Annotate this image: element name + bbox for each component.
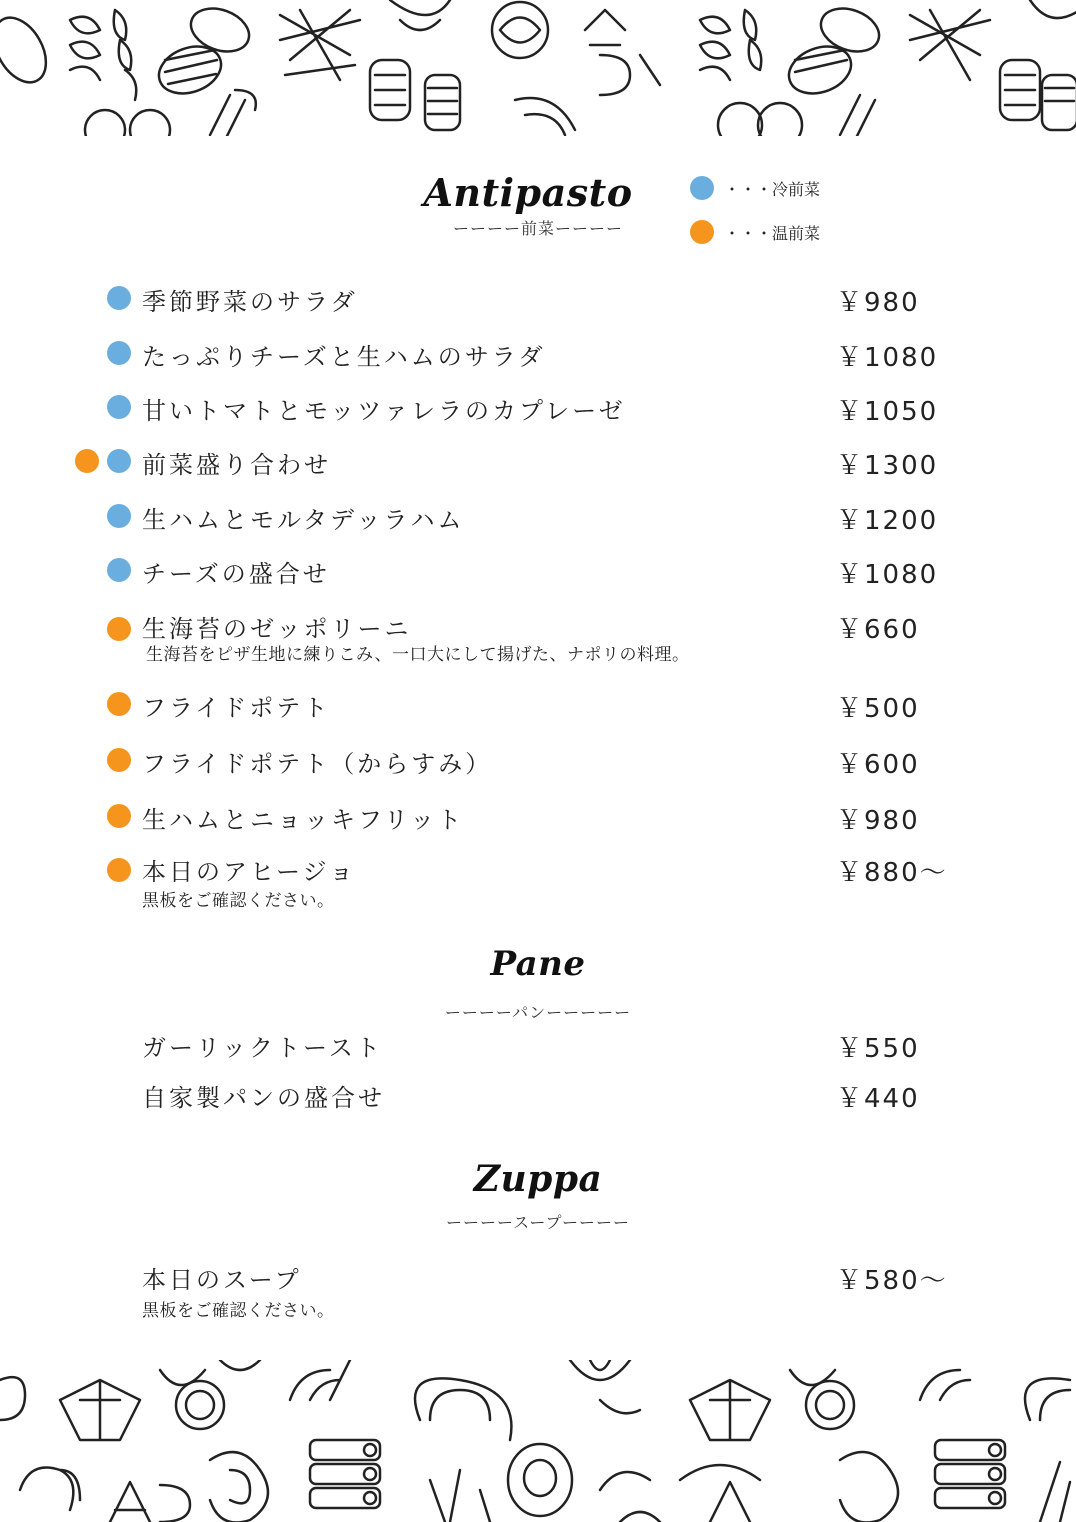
menu-item <box>0 688 1076 722</box>
item-name: 前菜盛り合わせ <box>142 451 331 479</box>
antipasto-title: Antipasto <box>423 170 633 215</box>
menu-item <box>0 1028 1076 1062</box>
pasta-illustration-tile <box>0 0 660 136</box>
item-price: ￥600 <box>836 750 920 780</box>
menu-item <box>0 282 1076 316</box>
item-price: ￥500 <box>836 694 920 724</box>
item-price: ￥1200 <box>836 506 939 536</box>
cold-dot-icon <box>107 286 131 310</box>
menu-item <box>0 391 1076 425</box>
menu-item <box>0 500 1076 534</box>
item-note: 黒板をご確認ください。 <box>142 891 335 911</box>
cold-dot-icon <box>107 558 131 582</box>
legend-cold-label: ・・・冷前菜 <box>724 179 821 199</box>
menu-item <box>0 445 1076 479</box>
item-name: フライドポテト（からすみ） <box>142 750 493 778</box>
hot-dot-icon <box>107 692 131 716</box>
menu-item <box>0 800 1076 834</box>
menu-item <box>0 554 1076 588</box>
item-price: ￥1050 <box>836 397 939 427</box>
legend-hot <box>690 220 820 244</box>
cold-dot-icon <box>107 504 131 528</box>
legend-hot-label: ・・・温前菜 <box>724 223 821 243</box>
menu-item <box>0 744 1076 778</box>
antipasto-subtitle: ーーーー前菜ーーーー <box>452 219 623 238</box>
menu-item <box>0 1078 1076 1112</box>
cold-dot-icon <box>690 176 714 200</box>
item-name: フライドポテト <box>142 694 331 722</box>
hot-dot-icon <box>107 617 131 641</box>
pasta-pattern-bottom <box>0 1360 1076 1522</box>
cold-dot-icon <box>107 341 131 365</box>
item-price: ￥440 <box>836 1084 920 1114</box>
menu-item <box>0 337 1076 371</box>
pasta-pattern-top <box>0 0 1076 136</box>
item-name: 季節野菜のサラダ <box>142 288 358 316</box>
item-name: チーズの盛合せ <box>142 560 330 588</box>
item-name: ガーリックトースト <box>142 1034 383 1062</box>
item-price: ￥550 <box>836 1034 920 1064</box>
item-price: ￥1080 <box>836 560 939 590</box>
item-price: ￥580〜 <box>836 1266 948 1296</box>
item-name: 本日のスープ <box>142 1266 302 1294</box>
hot-dot-icon <box>690 220 714 244</box>
item-name: 生ハムとニョッキフリット <box>142 806 465 834</box>
item-price: ￥660 <box>836 615 920 645</box>
item-name: 本日のアヒージョ <box>142 858 357 886</box>
hot-dot-icon <box>75 449 99 473</box>
zuppa-subtitle: ーーーースープーーーー <box>445 1213 631 1232</box>
menu-item <box>0 1260 1076 1294</box>
hot-dot-icon <box>107 748 131 772</box>
hot-dot-icon <box>107 858 131 882</box>
item-price: ￥1300 <box>836 451 939 481</box>
item-price: ￥980 <box>836 288 920 318</box>
item-name: 甘いトマトとモッツァレラのカプレーゼ <box>142 397 626 425</box>
item-note: 黒板をご確認ください。 <box>142 1301 335 1321</box>
item-note: 生海苔をピザ生地に練りこみ、一口大にして揚げた、ナポリの料理。 <box>146 645 690 665</box>
item-price: ￥880〜 <box>836 858 948 888</box>
legend-cold <box>690 176 820 200</box>
zuppa-title: Zuppa <box>473 1158 603 1200</box>
menu-item <box>0 852 1076 886</box>
item-price: ￥980 <box>836 806 920 836</box>
menu-item <box>0 609 1076 643</box>
item-price: ￥1080 <box>836 343 939 373</box>
pane-title: Pane <box>490 944 586 984</box>
hot-dot-icon <box>107 804 131 828</box>
item-name: 自家製パンの盛合せ <box>142 1084 385 1112</box>
cold-dot-icon <box>107 395 131 419</box>
pane-subtitle: ーーーーパンーーーーー <box>444 1003 632 1022</box>
cold-dot-icon <box>107 449 131 473</box>
item-name: 生ハムとモルタデッラハム <box>142 506 465 534</box>
item-name: 生海苔のゼッポリーニ <box>142 615 412 643</box>
item-name: たっぷりチーズと生ハムのサラダ <box>142 343 546 371</box>
